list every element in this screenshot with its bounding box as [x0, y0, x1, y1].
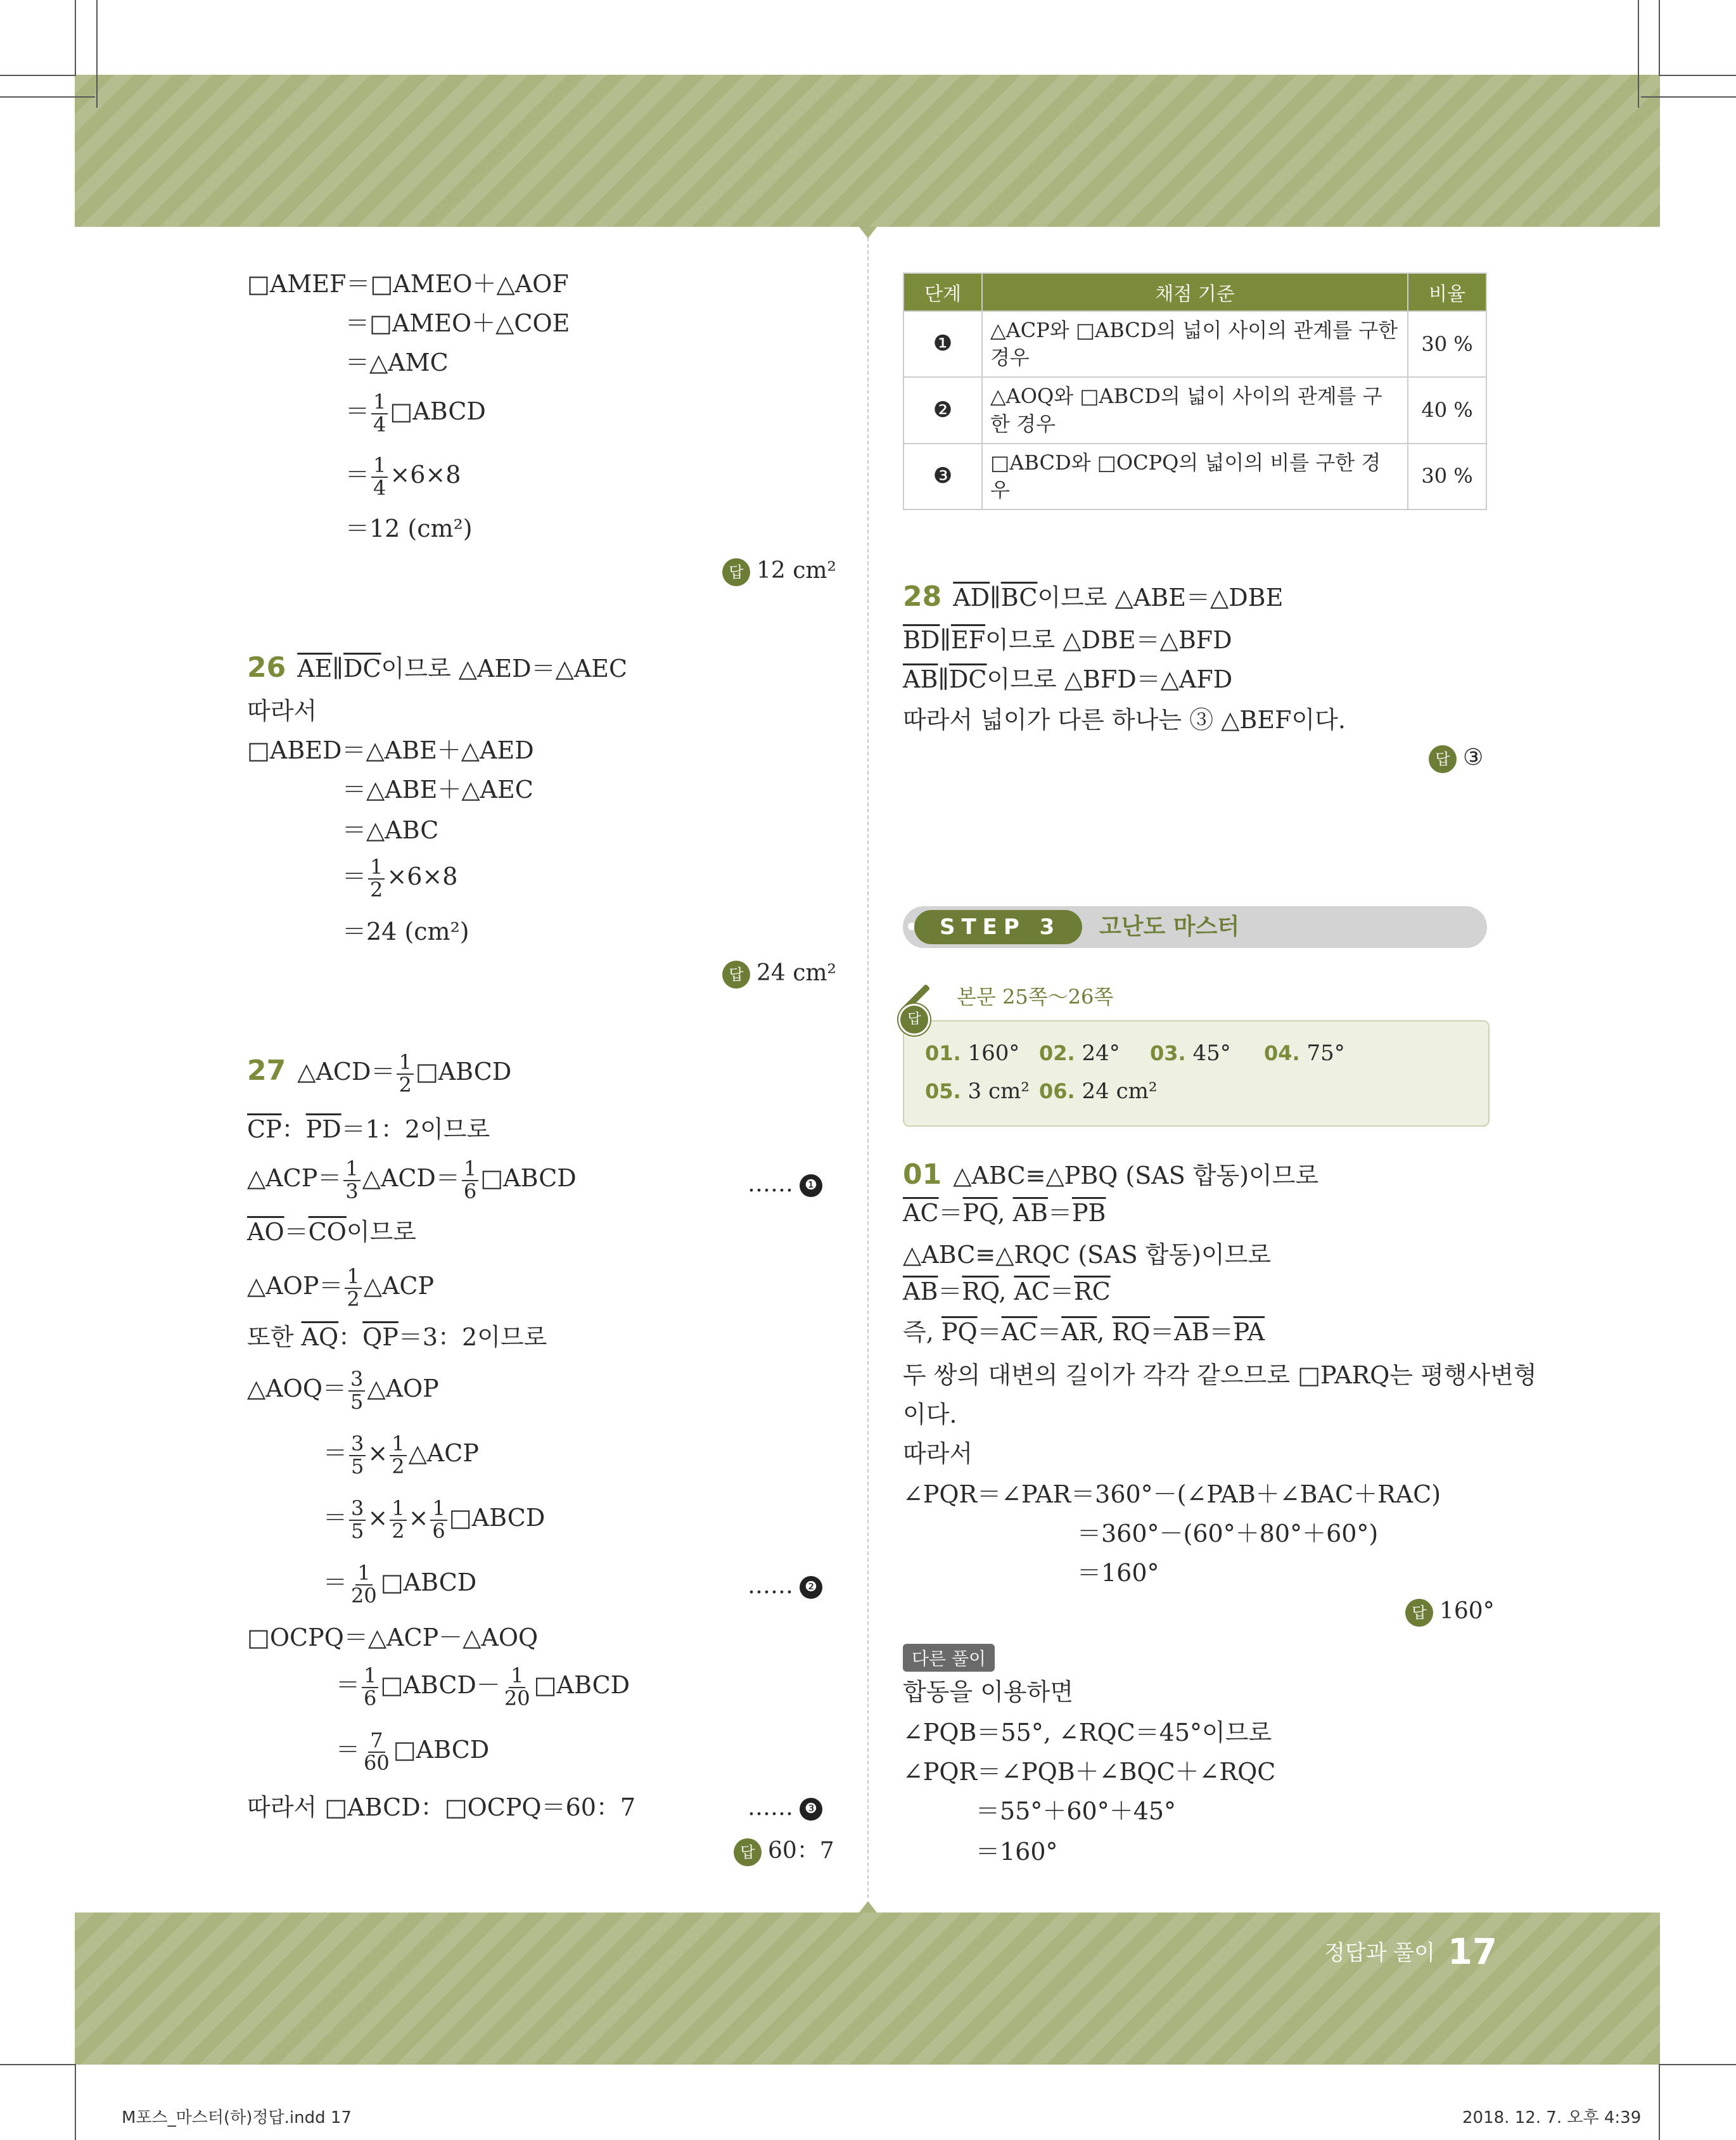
- alternative-solution-tag: 다른 풀이: [903, 1644, 995, 1672]
- fraction: $\frac{3}{5}$: [349, 1433, 366, 1477]
- crop-mark: [96, 0, 98, 108]
- alt-line1: 합동을 이용하면: [903, 1678, 1074, 1706]
- p26-line7: ＝24 (cm²): [342, 918, 469, 945]
- p27-line6: 또한 $\overline{AQ}$：$\overline{QP}=3$：2이므로: [247, 1323, 547, 1351]
- answer-badge-icon: 답: [1405, 1599, 1433, 1627]
- step-marker-1: …… ❶: [748, 1171, 822, 1197]
- print-file-info: M포스_마스터(하)정답.indd 17: [122, 2108, 352, 2127]
- p27-line5: △AOP＝ $\frac{1}{2}$ △ACP: [247, 1264, 435, 1311]
- column-divider: [867, 238, 869, 1898]
- p01-line3: △ABC≡△RQC (SAS 합동)이므로: [903, 1241, 1272, 1269]
- crop-mark: [1638, 0, 1639, 108]
- divider-notch-bottom: [859, 1901, 877, 1913]
- fraction: $\frac{1}{20}$: [504, 1663, 530, 1710]
- p01-line4: $\overline{AB}=\overline{RQ}$, $\overline{AC}=\overline{RC}$: [903, 1278, 1111, 1305]
- answer-item: 05. 3 cm²: [925, 1079, 1030, 1104]
- p27-line3: △ACP＝ $\frac{1}{3}$ △ACD＝ $\frac{1}{6}$ □ABCD: [247, 1156, 577, 1203]
- p25-answer: 답 12 cm²: [722, 558, 836, 586]
- divider-notch-top: [859, 227, 877, 238]
- fraction: $\frac{1}{2}$: [345, 1266, 361, 1310]
- p26-line1: 26 $\overline{AE}\parallel\overline{DC}$이므로 △AED＝△AEC: [247, 651, 628, 684]
- fraction: $\frac{1}{6}$: [462, 1158, 478, 1202]
- step-marker-3: …… ❸: [748, 1795, 822, 1821]
- alt-line3: ∠PQR＝∠PQB＋∠BQC＋∠RQC: [903, 1758, 1276, 1786]
- fraction: $\frac{1}{4}$: [371, 392, 388, 435]
- step3-banner: [903, 906, 1487, 948]
- p01-line9: ∠PQR＝∠PAR＝360°－(∠PAB＋∠BAC＋RAC): [903, 1480, 1441, 1508]
- scoring-table: [903, 272, 1487, 510]
- p25-line1: □AMEF＝□AMEO＋△AOF: [247, 270, 569, 298]
- p27-line1: 27 △ACD＝ $\frac{1}{2}$ □ABCD: [247, 1050, 512, 1097]
- answer-item: 06. 24 cm²: [1039, 1079, 1158, 1104]
- p27-line4: $\overline{AO}=\overline{CO}$이므로: [247, 1218, 416, 1246]
- p27-line8: ＝ $\frac{3}{5}$ × $\frac{1}{2}$ △ACP: [323, 1432, 479, 1478]
- fraction: $\frac{3}{5}$: [348, 1369, 365, 1413]
- crop-mark: [0, 2064, 76, 2065]
- p01-line6: 두 쌍의 대변의 길이가 각각 같으므로 □PARQ는 평행사변형: [903, 1361, 1537, 1389]
- p26-line6: ＝ $\frac{1}{2}$ ×6×8: [342, 855, 458, 902]
- p26-line4: ＝△ABE＋△AEC: [342, 776, 533, 804]
- fraction: $\frac{1}{4}$: [371, 455, 388, 499]
- fraction: $\frac{1}{2}$: [390, 1498, 406, 1542]
- crop-mark: [75, 0, 76, 76]
- table-header: 비율: [1408, 273, 1486, 311]
- p25-line3: ＝△AMC: [345, 349, 449, 376]
- answers-summary-box: [903, 1020, 1490, 1127]
- answer-item: 02. 24°: [1039, 1041, 1120, 1066]
- p27-line10: ＝ $\frac{1}{20}$ □ABCD: [323, 1561, 477, 1608]
- fraction: $\frac{1}{6}$: [430, 1498, 447, 1542]
- crop-mark: [1660, 2064, 1736, 2065]
- fraction: $\frac{1}{6}$: [362, 1665, 378, 1709]
- fraction: $\frac{3}{5}$: [349, 1498, 366, 1542]
- footer-section-title: 정답과 풀이: [1324, 1940, 1436, 1966]
- answer-badge-icon: 답: [722, 961, 750, 989]
- p26-line2: 따라서: [247, 697, 317, 725]
- table-row: ❸ □ABCD와 □OCPQ의 넓이의 비를 구한 경우 30 %: [903, 444, 1486, 509]
- crop-mark: [75, 2064, 76, 2140]
- p27-line2: $\overline{CP}$：$\overline{PD}=1$：2이므로: [247, 1115, 490, 1143]
- alt-line5: ＝160°: [976, 1838, 1058, 1866]
- p28-line2: $\overline{BD}\parallel\overline{EF}$이므로 △DBE＝△BFD: [903, 626, 1232, 654]
- page-number: 17: [1448, 1932, 1497, 1973]
- p01-answer: 답 160°: [1405, 1598, 1495, 1627]
- p27-line7: △AOQ＝ $\frac{3}{5}$ △AOP: [247, 1367, 439, 1414]
- p25-line5: ＝ $\frac{1}{4}$ ×6×8: [345, 453, 461, 500]
- footer-band: [75, 1913, 1660, 2065]
- answer-circle-icon: 답: [898, 1004, 930, 1035]
- table-header: 단계: [903, 273, 982, 311]
- page-reference: 본문 25쪽～26쪽: [957, 985, 1114, 1009]
- table-row: ❷ △AOQ와 □ABCD의 넓이 사이의 관계를 구한 경우 40 %: [903, 377, 1486, 443]
- p25-line2: ＝□AMEO＋△COE: [345, 309, 570, 337]
- p01-line7: 이다.: [903, 1400, 957, 1428]
- crop-mark: [1641, 96, 1736, 98]
- p27-line11: □OCPQ＝△ACP－△AOQ: [247, 1624, 539, 1651]
- p26-line5: ＝△ABC: [342, 816, 439, 844]
- p28-line4: 따라서 넓이가 다른 하나는 ③ △BEF이다.: [903, 706, 1346, 734]
- crop-mark: [1659, 0, 1660, 76]
- fraction: $\frac{1}{2}$: [397, 1052, 413, 1096]
- answer-item: 01. 160°: [925, 1041, 1020, 1066]
- fraction: $\frac{1}{3}$: [343, 1158, 360, 1202]
- print-date-info: 2018. 12. 7. 오후 4:39: [1462, 2108, 1642, 2127]
- p27-line13: ＝ $\frac{7}{60}$ □ABCD: [336, 1728, 490, 1775]
- p01-line1: 01 △ABC≡△PBQ (SAS 합동)이므로: [903, 1158, 1319, 1191]
- answer-badge-icon: 답: [1429, 745, 1457, 773]
- p25-line6: ＝12 (cm²): [345, 515, 473, 542]
- p27-line9: ＝ $\frac{3}{5}$ × $\frac{1}{2}$ × $\frac{1}{6}$ □ABCD: [323, 1496, 546, 1543]
- p27-line12: ＝ $\frac{1}{6}$ □ABCD－ $\frac{1}{20}$ □ABCD: [336, 1663, 630, 1710]
- p26-line3: □ABED＝△ABE＋△AED: [247, 736, 534, 764]
- crop-mark: [1659, 2064, 1660, 2140]
- fraction: $\frac{7}{60}$: [364, 1728, 390, 1775]
- alt-line4: ＝55°＋60°＋45°: [976, 1797, 1177, 1825]
- p01-line8: 따라서: [903, 1440, 973, 1468]
- p25-line4: ＝ $\frac{1}{4}$ □ABCD: [345, 390, 486, 437]
- p27-answer: 답 60：7: [734, 1833, 834, 1866]
- fraction: $\frac{1}{2}$: [390, 1433, 406, 1477]
- p01-line11: ＝160°: [1077, 1559, 1159, 1587]
- crop-mark: [1660, 75, 1736, 76]
- crop-mark: [0, 75, 76, 76]
- answer-item: 04. 75°: [1264, 1041, 1345, 1066]
- fraction: $\frac{1}{20}$: [351, 1561, 377, 1608]
- answer-badge-icon: 답: [722, 558, 750, 586]
- table-header: 채점 기준: [982, 273, 1408, 311]
- p27-line14: 따라서 □ABCD：□OCPQ＝60：7: [247, 1793, 636, 1821]
- step-label: STEP 3: [914, 910, 1082, 944]
- step-marker-2: …… ❷: [748, 1573, 822, 1599]
- p28-line3: $\overline{AB}\parallel\overline{DC}$이므로 △BFD＝△AFD: [903, 665, 1233, 693]
- crop-mark: [0, 96, 95, 98]
- answer-badge-icon: 답: [734, 1838, 762, 1866]
- header-band: [75, 75, 1660, 227]
- p01-line5: 즉, $\overline{PQ}=\overline{AC}=\overline{AR}$, $\overline{RQ}=\overline{AB}=\overline{PA}$: [903, 1318, 1265, 1346]
- p28-line1: 28 $\overline{AD}\parallel\overline{BC}$이므로 △ABE＝△DBE: [903, 580, 1284, 613]
- p01-line2: $\overline{AC}=\overline{PQ}$, $\overline{AB}=\overline{PB}$: [903, 1199, 1106, 1227]
- table-row: ❶ △ACP와 □ABCD의 넓이 사이의 관계를 구한 경우 30 %: [903, 311, 1486, 377]
- answer-item: 03. 45°: [1150, 1041, 1231, 1066]
- p28-answer: 답 ③: [1429, 745, 1483, 773]
- step-title: 고난도 마스터: [1099, 914, 1240, 940]
- alt-line2: ∠PQB＝55°, ∠RQC＝45°이므로: [903, 1719, 1272, 1746]
- p26-answer: 답 24 cm²: [722, 960, 836, 989]
- fraction: $\frac{1}{2}$: [368, 857, 385, 900]
- p01-line10: ＝360°－(60°＋80°＋60°): [1077, 1520, 1379, 1547]
